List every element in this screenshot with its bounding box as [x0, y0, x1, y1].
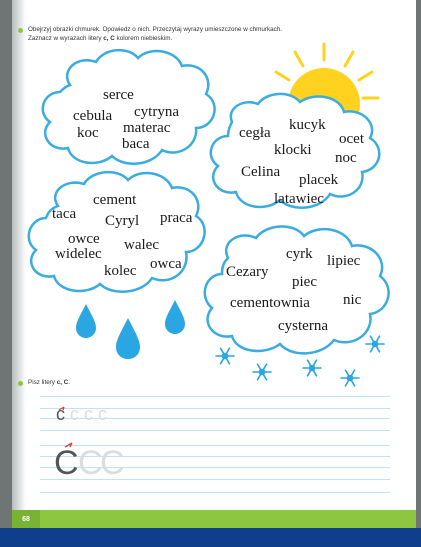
- writing-letter-capital: C: [54, 444, 79, 482]
- trace-letter-capital: C: [100, 444, 125, 482]
- cloud1-word: materac: [123, 120, 171, 136]
- cloud2-word: placek: [299, 172, 339, 188]
- cloud4-word: cysterna: [278, 318, 328, 334]
- trace-letter-capital: C: [78, 444, 103, 482]
- task2-suffix: .: [68, 379, 71, 386]
- cloud3-word: praca: [160, 210, 193, 226]
- cloud1-word: cebula: [73, 108, 113, 124]
- task2-bullet: [18, 381, 23, 386]
- raindrop-icon: [76, 300, 185, 359]
- instruction-line-2-suffix: kolorem niebieskim.: [114, 34, 173, 42]
- writing-line: [40, 396, 390, 397]
- cloud1-word: serce: [103, 87, 134, 103]
- task2-instruction: [28, 379, 70, 386]
- cloud3-word: owca: [150, 256, 182, 272]
- writing-letter-small: c: [56, 404, 65, 424]
- trace-letter-small: c: [70, 404, 79, 424]
- start-arrow-icon: [64, 441, 74, 449]
- task2-prefix: Pisz litery: [28, 379, 57, 386]
- cloud3-word: kolec: [104, 263, 137, 279]
- cloud2-word: kucyk: [289, 117, 326, 133]
- writing-line: [40, 430, 390, 431]
- cloud2-word: latawiec: [274, 191, 324, 207]
- cloud2-word: klocki: [274, 142, 312, 158]
- cloud3-word: walec: [124, 237, 159, 253]
- cloud3-word: taca: [52, 206, 77, 222]
- cloud4-word: piec: [292, 274, 317, 290]
- start-arrow-icon: [58, 406, 66, 412]
- cloud4-word: cyrk: [286, 246, 313, 262]
- trace-letter-small: c: [84, 404, 93, 424]
- task2-letters: c, C: [56, 379, 69, 386]
- cloud4-word: cementownia: [230, 295, 310, 311]
- cloud2-word: cegła: [239, 125, 271, 141]
- cloud3-word: Cyryl: [105, 213, 140, 229]
- cloud2-word: Celina: [241, 164, 281, 180]
- cloud3-word: owce: [68, 231, 100, 247]
- instruction-line-1: Obejrzyj obrazki chmurek. Opowiedz o nich. Przeczytaj wyrazy umieszczone w chmurkach.: [28, 26, 283, 33]
- cloud2-word: noc: [335, 150, 357, 166]
- footer-bar: [12, 510, 416, 528]
- cloud1-word: baca: [122, 136, 150, 152]
- cloud4-word: nic: [343, 292, 362, 308]
- writing-line: [40, 492, 390, 493]
- instruction-letters: c, C: [103, 34, 115, 42]
- trace-letter-small: c: [98, 404, 107, 424]
- cloud2-word: ocet: [339, 131, 364, 147]
- viewer-bottom-bar: [0, 528, 421, 547]
- cloud4-word: lipiec: [327, 253, 361, 269]
- cloud1-word: koc: [77, 125, 99, 141]
- cloud3-word: widelec: [55, 246, 102, 262]
- instruction-line-2-prefix: Zaznacz w wyrazach litery: [28, 34, 104, 42]
- page-number: 68: [12, 510, 40, 528]
- cloud1-word: cytryna: [134, 104, 179, 120]
- cloud3-word: cement: [93, 192, 137, 208]
- cloud4-word: Cezary: [226, 264, 269, 280]
